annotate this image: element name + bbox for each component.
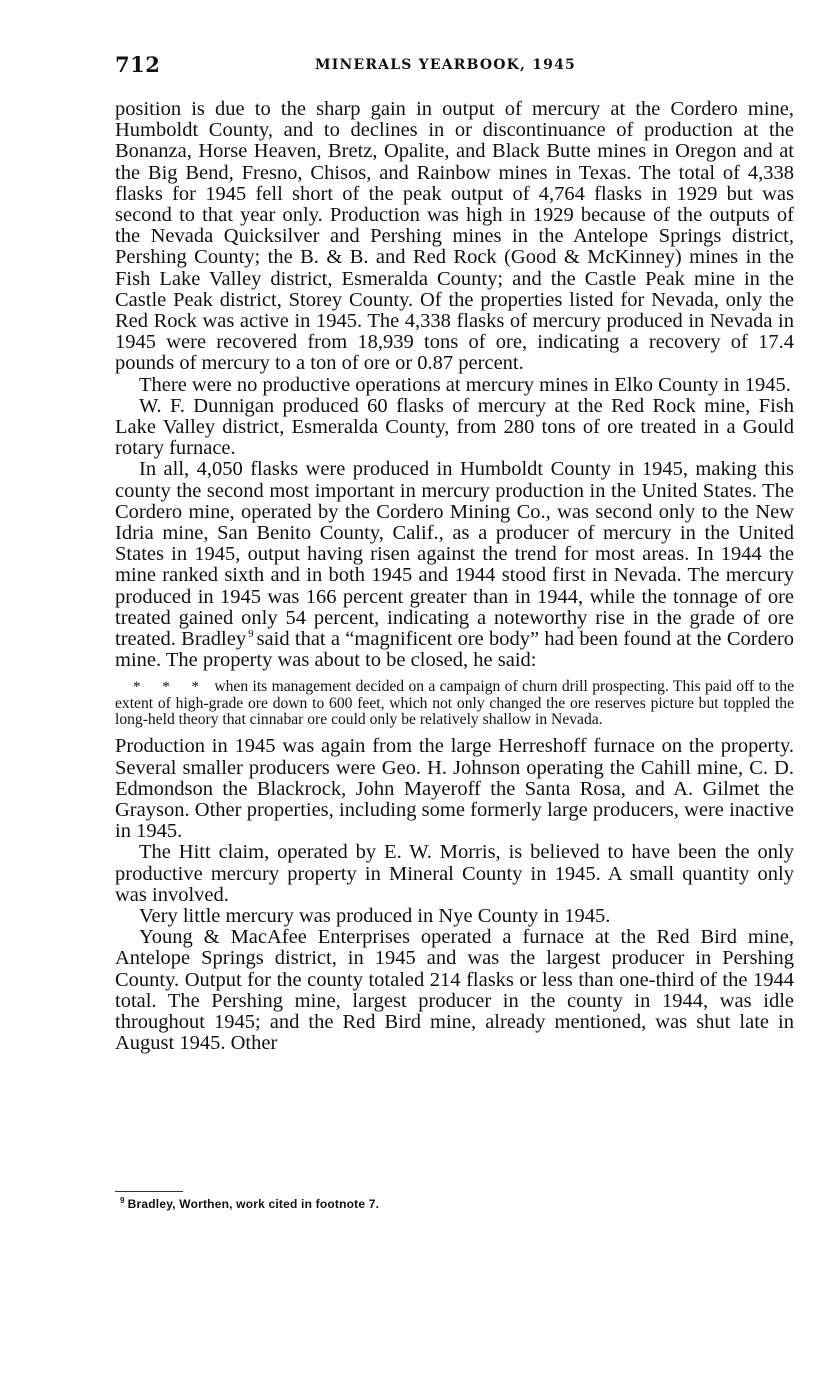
block-quote-body: when its management decided on a campaign of churn drill prospecting. This paid off to the extent of high-grade ore down to 600 feet, which not only changed the ore reserves picture but toppled the long-held theory that cinnabar ore could only be relatively shallow in Nevada. — [115, 678, 794, 729]
paragraph-mineral-county: The Hitt claim, operated by E. W. Morris, is believed to have been the only productive mercury property in Mineral County in 1945. A small quantity only was involved. — [115, 841, 794, 906]
ellipsis-stars: * * * — [133, 679, 208, 696]
paragraph-production: Production in 1945 was again from the large Herreshoff furnace on the property. Several smaller producers were Geo. H. Johnson operating the Cahill mine, C. D. Edmondson the Blackrock, John Mayeroff the Santa Rosa, and A. Gilmet the Grayson. Other properties, including some formerly large producers, were inactive in 1945. — [115, 735, 794, 843]
footnote-reference: 9 — [248, 628, 254, 641]
footnote-text: Bradley, Worthen, work cited in footnote 7. — [127, 1197, 380, 1211]
page-number: 712 — [115, 52, 161, 77]
paragraph-esmeralda: W. F. Dunnigan produced 60 flasks of mercury at the Red Rock mine, Fish Lake Valley district, Esmeralda County, from 280 tons of ore treated in a Gould rotary furnace. — [115, 394, 794, 460]
paragraph-humboldt-part-2: said that a “magnificent ore body” had been found at the Cordero mine. The property was about to be closed, he said: — [115, 628, 794, 672]
footnote — [120, 1196, 379, 1211]
running-title: MINERALS YEARBOOK, 1945 — [315, 57, 576, 73]
paragraph-humboldt-part-1: In all, 4,050 flasks were produced in Humboldt County in 1945, making this county the second most important in mercury production in the United States. The Cordero mine, operated by the Cordero Mining Co., was second only to the New Idria mine, San Benito County, Calif., as a producer of mercury in the United States in 1945, output having risen against the trend for most areas. In 1944 the mine ranked sixth and in both 1945 and 1944 stood first in Nevada. The mercury produced in 1945 was 166 percent greater than in 1944, while the tonnage of ore treated gained only 54 percent, indicating a noteworthy rise in the grade of ore treated. Bradley — [115, 458, 794, 651]
running-header — [115, 52, 795, 80]
paragraph-continued: position is due to the sharp gain in output of mercury at the Cordero mine, Humboldt County, and to declines in or discontinuance of production at the Bonanza, Horse Heaven, Bretz, Opalite, and Black Butte mines in Oregon and at the Big Bend, Fresno, Chisos, and Rainbow mines in Texas. The total of 4,338 flasks for 1945 fell short of the peak output of 4,764 flasks in 1929 but was second to that year only. Production was high in 1929 because of the outputs of the Nevada Quicksilver and Pershing mines in the Antelope Springs district, Pershing County; the B. & B. and Red Rock (Good & McKinney) mines in the Fish Lake Valley district, Esmeralda County; and the Castle Peak mine in the Castle Peak district, Storey County. Of the properties listed for Nevada, only the Red Rock was active in 1945. The 4,338 flasks of mercury produced in Nevada in 1945 were recovered from 18,939 tons of ore, indicating a recovery of 17.4 pounds of mercury to a ton of ore or 0.87 percent. — [115, 98, 794, 375]
footnote-marker: 9 — [120, 1196, 125, 1205]
paragraph-elko: There were no productive operations at mercury mines in Elko County in 1945. — [139, 373, 791, 396]
block-quote — [115, 679, 794, 728]
paragraph-nye-county: Very little mercury was produced in Nye County in 1945. — [139, 905, 611, 927]
body-text — [115, 99, 794, 1054]
paragraph-pershing-county: Young & MacAfee Enterprises operated a furnace at the Red Bird mine, Antelope Springs district, in 1945 and was the largest producer in Pershing County. Output for the county totaled 214 flasks or less than one-third of the 1944 total. The Pershing mine, largest producer in the county in 1944, was idle throughout 1945; and the Red Bird mine, already mentioned, was shut late in August 1945. Other — [115, 926, 794, 1055]
footnote-divider — [115, 1191, 183, 1192]
paragraph-humboldt — [115, 459, 794, 671]
block-quote-text — [115, 679, 794, 728]
